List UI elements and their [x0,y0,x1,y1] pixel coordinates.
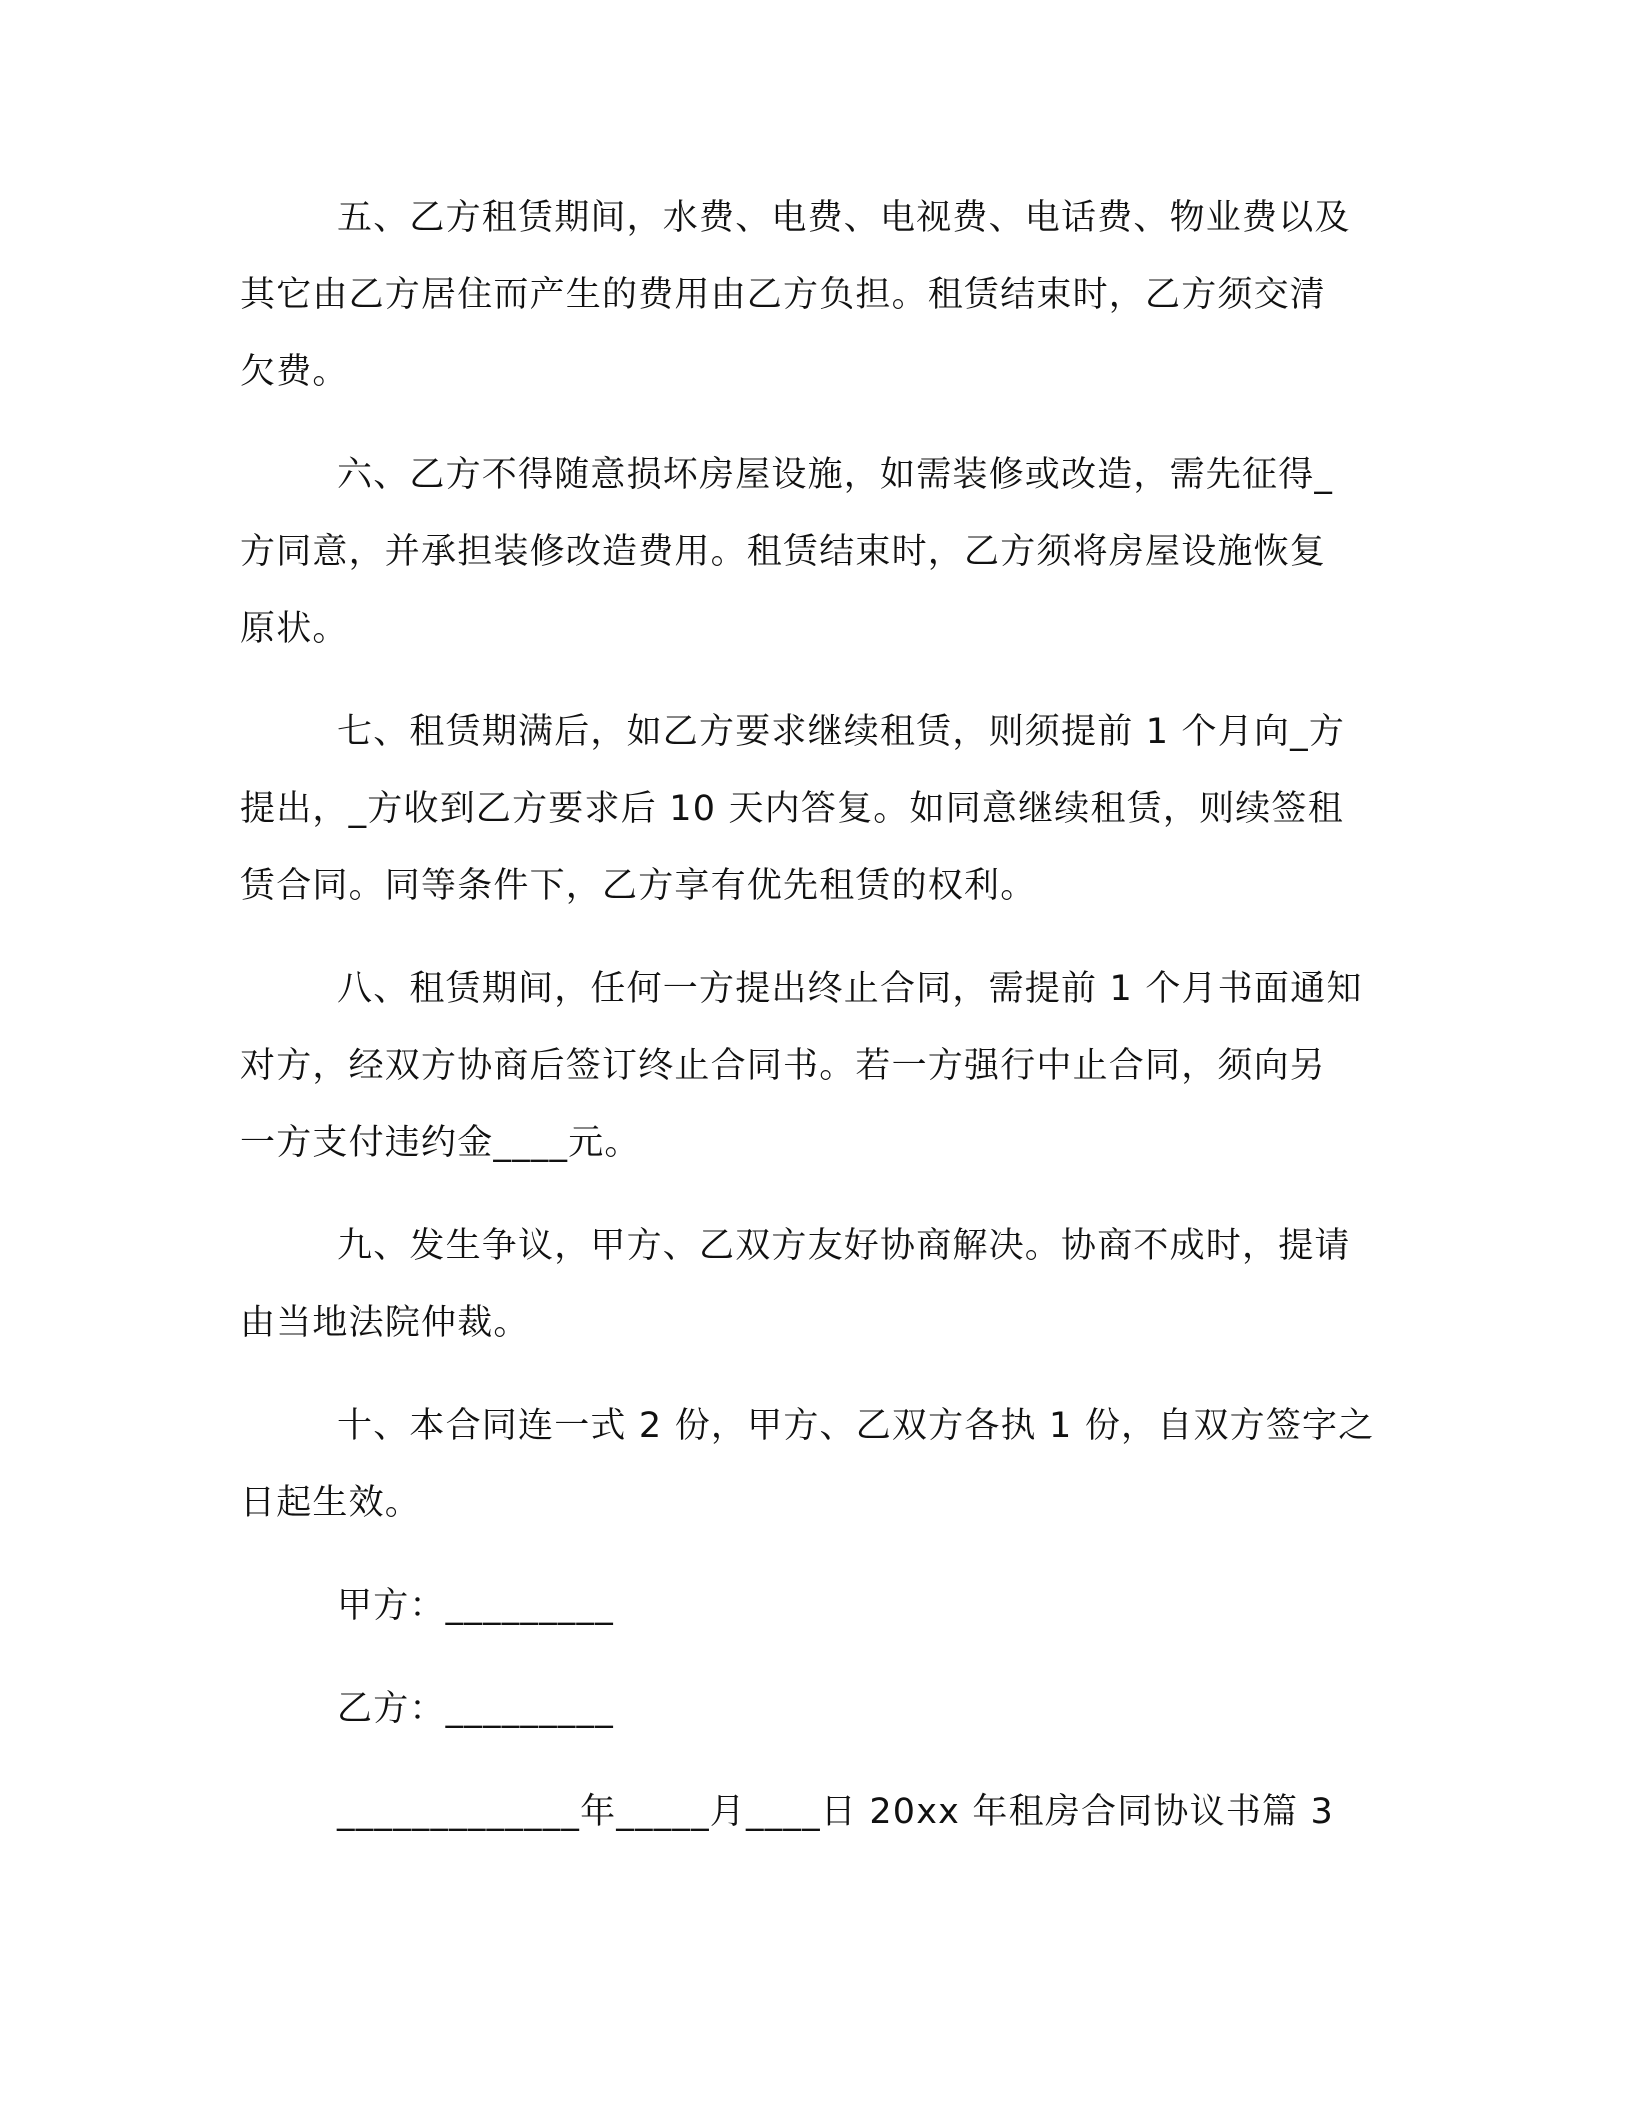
clause-5-line-2: 其它由乙方居住而产生的费用由乙方负担。租赁结束时，乙方须交清 [240,275,1327,315]
clause-10-line-2: 日起生效。 [240,1483,422,1523]
clause-7-line-1: 七、租赁期满后，如乙方要求继续租赁，则须提前 1 个月向_方 [337,712,1346,752]
clause-7-line-2: 提出，_方收到乙方要求后 10 天内答复。如同意继续租赁，则续签租 [240,789,1344,829]
clause-9-line-1: 九、发生争议，甲方、乙双方友好协商解决。协商不成时，提请 [337,1226,1351,1266]
clause-7-line-3: 赁合同。同等条件下，乙方享有优先租赁的权利。 [240,866,1037,906]
clause-9-line-2: 由当地法院仲裁。 [240,1303,530,1343]
clause-5-line-3: 欠费。 [240,352,349,392]
clause-10-line-1: 十、本合同连一式 2 份，甲方、乙双方各执 1 份，自双方签字之 [337,1406,1375,1446]
clause-6-line-2: 方同意，并承担装修改造费用。租赁结束时，乙方须将房屋设施恢复 [240,532,1327,572]
clause-8-line-1: 八、租赁期间，任何一方提出终止合同，需提前 1 个月书面通知 [337,969,1363,1009]
clause-8-line-3: 一方支付违约金____元。 [240,1123,641,1163]
clause-6-line-3: 原状。 [240,609,349,649]
party-a-signature: 甲方：_________ [337,1586,614,1626]
date-line: _____________年_____月____日 20xx 年租房合同协议书篇 3 [337,1792,1335,1832]
clause-5-line-1: 五、乙方租赁期间，水费、电费、电视费、电话费、物业费以及 [337,198,1351,238]
clause-8-line-2: 对方，经双方协商后签订终止合同书。若一方强行中止合同，须向另 [240,1046,1327,1086]
party-b-signature: 乙方：_________ [337,1689,614,1729]
clause-6-line-1: 六、乙方不得随意损坏房屋设施，如需装修或改造，需先征得_ [337,455,1334,495]
